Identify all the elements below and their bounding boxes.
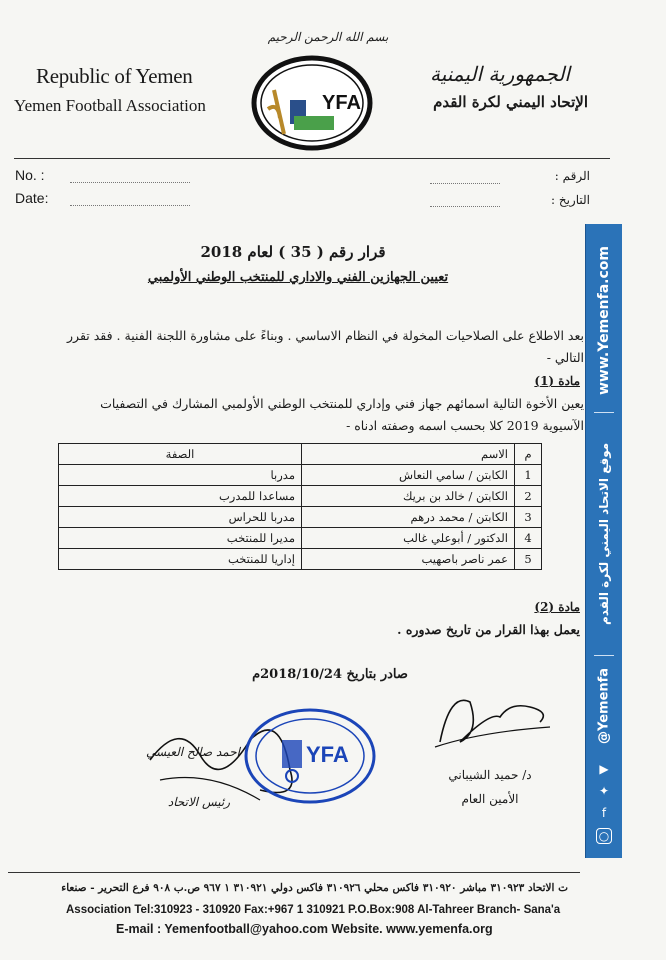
social-banner	[585, 224, 622, 858]
row-name: الكابتن / محمد درهم	[302, 507, 515, 528]
table-row	[59, 528, 542, 549]
col-header-num: م	[515, 444, 542, 465]
republic-ar: الجمهورية اليمنية	[429, 62, 570, 86]
row-role: إداريا للمنتخب	[59, 549, 302, 570]
article-1-text: يعين الأخوة التالية اسمائهم جهاز فني وإداري للمنتخب الوطني الأولمبي المشارك في التصفيات الآسيوية 2019 كلا بحسب اسمه وصفته ادناه -	[100, 396, 584, 433]
table-row	[59, 486, 542, 507]
youtube-icon[interactable]: ▶	[599, 762, 609, 776]
official-stamp	[242, 706, 378, 806]
twitter-icon[interactable]: ✦	[598, 784, 610, 798]
date-label: Date:	[15, 190, 49, 206]
table-row	[59, 465, 542, 486]
article-2-label: مادة (2)	[534, 600, 580, 614]
ref-no-dots-ar	[430, 183, 500, 184]
banner-arabic-title: موقع الاتحاد اليمني لكرة القدم	[597, 442, 611, 626]
row-role: مديرا للمنتخب	[59, 528, 302, 549]
row-name: عمر ناصر باصهيب	[302, 549, 515, 570]
row-num: 3	[515, 507, 542, 528]
row-num: 4	[515, 528, 542, 549]
general-secretary-signature	[420, 672, 560, 762]
general-secretary-name: د/ حميد الشيباني	[448, 768, 532, 782]
ref-no-dots	[70, 182, 190, 183]
table-header-row	[59, 444, 542, 465]
header-divider	[14, 158, 610, 159]
date-label-ar: التاريخ :	[550, 193, 590, 207]
ref-no-label: No. :	[15, 167, 45, 183]
row-role: مدربا	[59, 465, 302, 486]
footer-email-website: E-mail : Yemenfootball@yahoo.com Website. www.yemenfa.org	[116, 922, 493, 936]
row-role: مساعدا للمدرب	[59, 486, 302, 507]
footer-divider	[8, 872, 580, 873]
row-name: الدكتور / أبوعلي غالب	[302, 528, 515, 549]
association-en: Yemen Football Association	[14, 96, 206, 115]
facebook-icon[interactable]: f	[601, 806, 607, 820]
row-role: مدربا للحراس	[59, 507, 302, 528]
row-name: الكابتن / خالد بن بريك	[302, 486, 515, 507]
banner-handle[interactable]: @Yemenfa	[596, 667, 612, 745]
col-header-name: الاسم	[302, 444, 515, 465]
article-2-text: يعمل بهذا القرار من تاريخ صدوره .	[397, 622, 580, 637]
preamble-paragraph: بعد الاطلاع على الصلاحيات المخولة في النظام الاساسي . وبناءً على مشاورة اللجنة الفنية . فقد تقرر التالي -	[67, 328, 584, 365]
staff-table	[58, 443, 542, 570]
basmala: بسم الله الرحمن الرحيم	[267, 30, 389, 44]
logo-text: YFA	[322, 92, 361, 114]
ref-no-label-ar: الرقم :	[554, 169, 590, 183]
chair-name: احمد صالح العيسي	[146, 745, 240, 759]
instagram-icon[interactable]: ○	[596, 828, 612, 844]
date-dots-ar	[430, 206, 500, 207]
chair-title: رئيس الاتحاد	[167, 795, 230, 809]
date-dots	[70, 205, 190, 206]
association-ar: الإتحاد اليمني لكرة القدم	[433, 93, 588, 111]
footer-contact-ar: ت الاتحاد ٣١٠٩٢٣ مباشر ٣١٠٩٢٠ فاكس محلي ٣١٠٩٢٦ فاكس دولي ٣١٠٩٢١ ١ ٩٦٧ ص.ب ٩٠٨ فرع التحرير - صنعاء	[61, 882, 568, 894]
article-1-label: مادة (1)	[534, 374, 580, 388]
republic-en: Republic of Yemen	[36, 64, 193, 88]
row-num: 1	[515, 465, 542, 486]
row-name: الكابتن / سامي النعاش	[302, 465, 515, 486]
banner-website[interactable]: www.Yemenfa.com	[596, 246, 612, 396]
table-row	[59, 507, 542, 528]
table-row	[59, 549, 542, 570]
issue-date: صادر بتاريخ 2018/10/24م	[252, 667, 408, 682]
row-num: 5	[515, 549, 542, 570]
decision-subject: تعيين الجهازين الفني والاداري للمنتخب الوطني الأولمبي	[147, 270, 449, 285]
yfa-logo	[250, 54, 374, 152]
decision-number: قرار رقم ( 35 ) لعام 2018	[200, 243, 386, 261]
general-secretary-title: الأمين العام	[461, 792, 519, 806]
col-header-role: الصفة	[59, 444, 302, 465]
row-num: 2	[515, 486, 542, 507]
footer-contact-en: Association Tel:310923 - 310920 Fax:+967 1 310921 P.O.Box:908 Al-Tahreer Branch- Sana'a	[66, 904, 561, 916]
stamp-text: YFA	[306, 742, 349, 767]
banner-separator	[594, 412, 614, 413]
